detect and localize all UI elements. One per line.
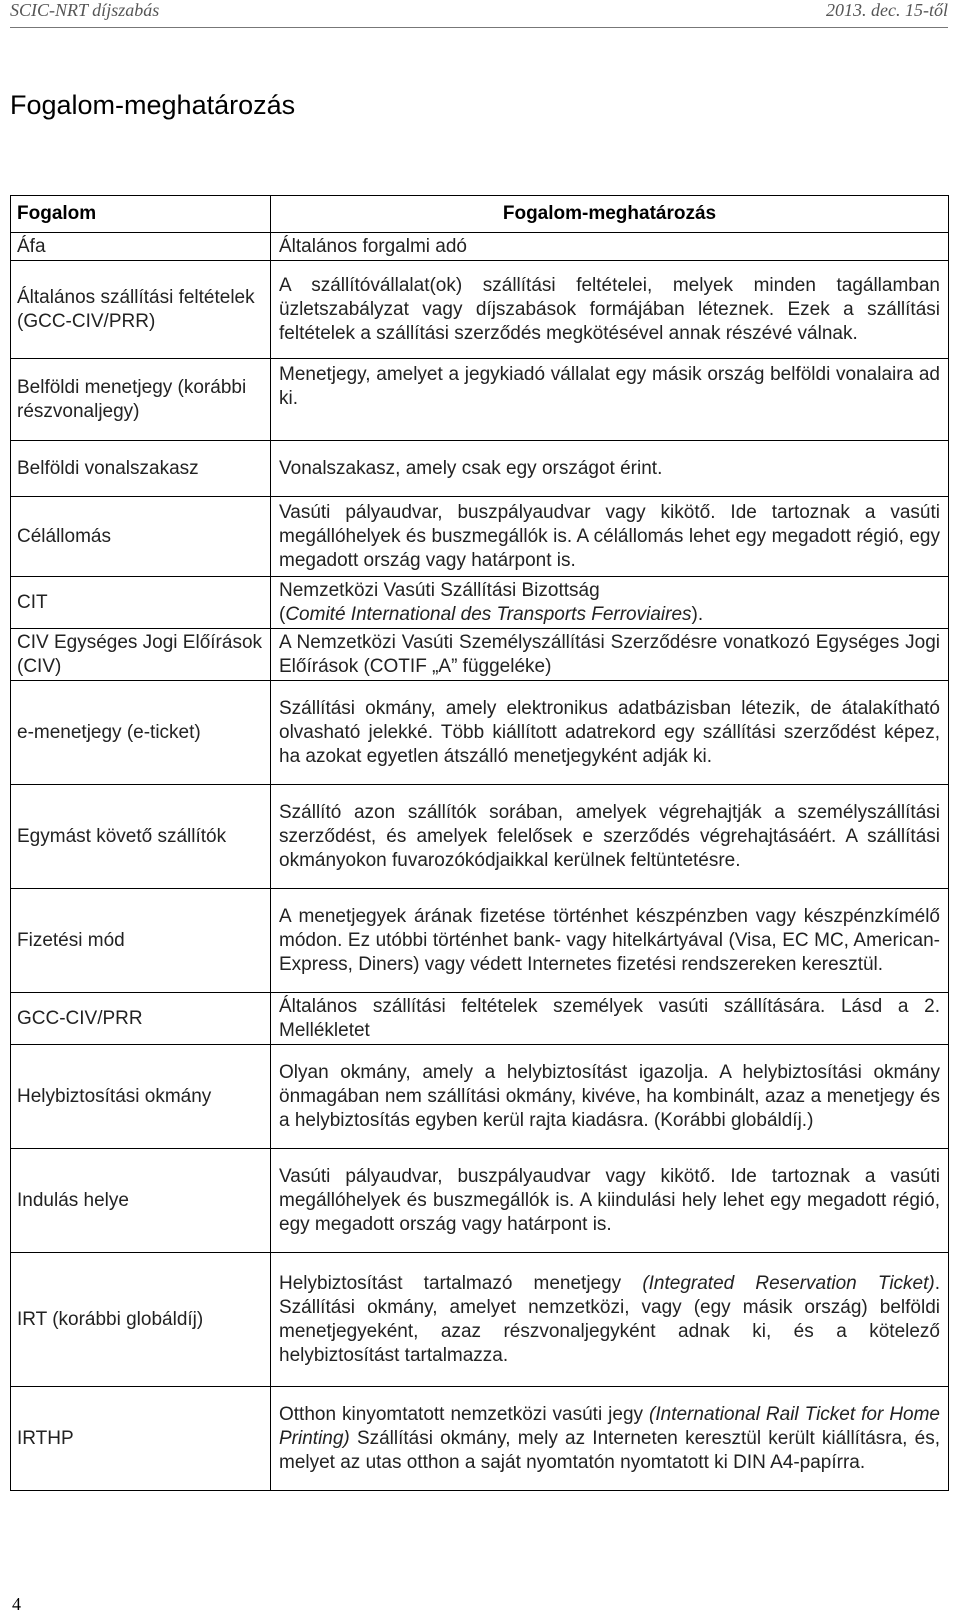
table-row xyxy=(11,261,949,359)
table-row xyxy=(11,889,949,993)
definition-cell: Vasúti pályaudvar, buszpályaudvar vagy kikötő. Ide tartoznak a vasúti megállóhelyek és buszmegállók is. A célállomás lehet egy megadott régió, egy megadott ország vagy határpont is. xyxy=(271,497,949,577)
column-header-term: Fogalom xyxy=(11,196,271,233)
table-row xyxy=(11,1045,949,1149)
table-row xyxy=(11,629,949,681)
table-header-row xyxy=(11,196,949,233)
irt-definition-rest: . Szállítási okmány, amelyet nemzetközi, vagy (egy másik ország) belföldi menetjegyeként, azaz részvonaljegyként adnak ki, és a kötelező helybiztosítást tartalmazza. xyxy=(279,1272,940,1366)
irthp-definition-lead: Otthon kinyomtatott nemzetközi vasúti jegy xyxy=(279,1403,650,1425)
irt-english-name: (Integrated Reservation Ticket) xyxy=(642,1272,935,1294)
term-cell: Áfa xyxy=(11,233,271,261)
table-row xyxy=(11,497,949,577)
definition-cell: Szállító azon szállítók sorában, amelyek végrehajtják a személyszállítási szerződést, és amelyek felelősek e szerződés végrehajtásáért. A szállítási okmányokon fuvarozókódjaikkal kerülnek feltüntetésre. xyxy=(271,785,949,889)
header-rule xyxy=(10,27,948,28)
irthp-definition-rest: Szállítási okmány, mely az Interneten keresztül került kiállításra, és, melyet az utas otthon a saját nyomtatón nyomtatott ki DIN A4-papírra. xyxy=(279,1427,940,1473)
table-row xyxy=(11,1149,949,1253)
term-cell: Indulás helye xyxy=(11,1149,271,1253)
term-cell: Egymást követő szállítók xyxy=(11,785,271,889)
irt-definition-lead: Helybiztosítást tartalmazó menetjegy xyxy=(279,1272,643,1294)
term-cell: e-menetjegy (e-ticket) xyxy=(11,681,271,785)
term-cell: CIV Egységes Jogi Előírások (CIV) xyxy=(11,629,271,681)
term-cell: Célállomás xyxy=(11,497,271,577)
table-row xyxy=(11,1387,949,1491)
term-cell: IRT (korábbi globáldíj) xyxy=(11,1253,271,1387)
term-cell: CIT xyxy=(11,577,271,629)
column-header-definition: Fogalom-meghatározás xyxy=(271,196,949,233)
definition-cell: A szállítóvállalat(ok) szállítási feltételei, melyek minden tagállamban üzletszabályzat vagy díjszabások formájában léteznek. Ezek a szállítási feltételek a szállítási szerződés megkötésével annak részévé válnak. xyxy=(271,261,949,359)
definition-cell: Menetjegy, amelyet a jegykiadó vállalat egy másik ország belföldi vonalaira ad ki. xyxy=(271,359,949,441)
table-row xyxy=(11,577,949,629)
definition-cell: Általános forgalmi adó xyxy=(271,233,949,261)
definition-cell xyxy=(271,1253,949,1387)
definition-cell: Vonalszakasz, amely csak egy országot érint. xyxy=(271,441,949,497)
definitions-table xyxy=(10,195,949,1491)
page-title: Fogalom-meghatározás xyxy=(10,90,296,120)
table-row xyxy=(11,441,949,497)
table-row xyxy=(11,233,949,261)
table-row xyxy=(11,993,949,1045)
term-cell: Belföldi vonalszakasz xyxy=(11,441,271,497)
table-row xyxy=(11,785,949,889)
cit-paren-close: ). xyxy=(691,603,704,625)
irthp-english-name: (International Rail Ticket for Home Printing) xyxy=(279,1403,941,1449)
definition-cell: Olyan okmány, amely a helybiztosítást igazolja. A helybiztosítási okmány önmagában nem szállítási okmány, kivéve, ha kombinált, azaz a menetjegy és a helybiztosítás egyben kerül rajta kiadásra. (Korábbi globáldíj.) xyxy=(271,1045,949,1149)
term-cell: IRTHP xyxy=(11,1387,271,1491)
cit-french-name: Comité International des Transports Ferroviaires xyxy=(285,603,692,625)
term-cell: Fizetési mód xyxy=(11,889,271,993)
page-number: 4 xyxy=(12,1594,21,1614)
header-document-name: SCIC-NRT díjszabás xyxy=(10,0,160,20)
page-header xyxy=(0,0,960,22)
term-cell: Helybiztosítási okmány xyxy=(11,1045,271,1149)
header-date: 2013. dec. 15-től xyxy=(826,0,948,20)
table-row xyxy=(11,1253,949,1387)
term-cell: Általános szállítási feltételek (GCC-CIV/PRR) xyxy=(11,261,271,359)
definition-cell: A Nemzetközi Vasúti Személyszállítási Szerződésre vonatkozó Egységes Jogi Előírások (COTIF „A” függeléke) xyxy=(271,629,949,681)
table-row xyxy=(11,359,949,441)
definition-cell: Szállítási okmány, amely elektronikus adatbázisban létezik, de átalakítható olvasható jelekké. Több kiállított adatrekord egy szállítási szerződést képez, ha azokat egyetlen átszálló menetjegyként adják ki. xyxy=(271,681,949,785)
term-cell: GCC-CIV/PRR xyxy=(11,993,271,1045)
definition-cell xyxy=(271,577,949,629)
cit-paren-open: ( xyxy=(279,603,286,625)
cit-definition-text: Nemzetközi Vasúti Szállítási Bizottság xyxy=(279,579,600,601)
definition-cell: Általános szállítási feltételek személyek vasúti szállítására. Lásd a 2. Mellékletet xyxy=(271,993,949,1045)
table-row xyxy=(11,681,949,785)
definition-cell: A menetjegyek árának fizetése történhet készpénzben vagy készpénzkímélő módon. Ez utóbbi történhet bank- vagy hitelkártyával (Visa, EC MC, American-Express, Diners) vagy védett Internetes fizetési rendszereken keresztül. xyxy=(271,889,949,993)
definition-cell: Vasúti pályaudvar, buszpályaudvar vagy kikötő. Ide tartoznak a vasúti megállóhelyek és buszmegállók is. A kiindulási hely lehet egy megadott régió, egy megadott ország vagy határpont is. xyxy=(271,1149,949,1253)
term-cell: Belföldi menetjegy (korábbi részvonaljegy) xyxy=(11,359,271,441)
definition-cell xyxy=(271,1387,949,1491)
